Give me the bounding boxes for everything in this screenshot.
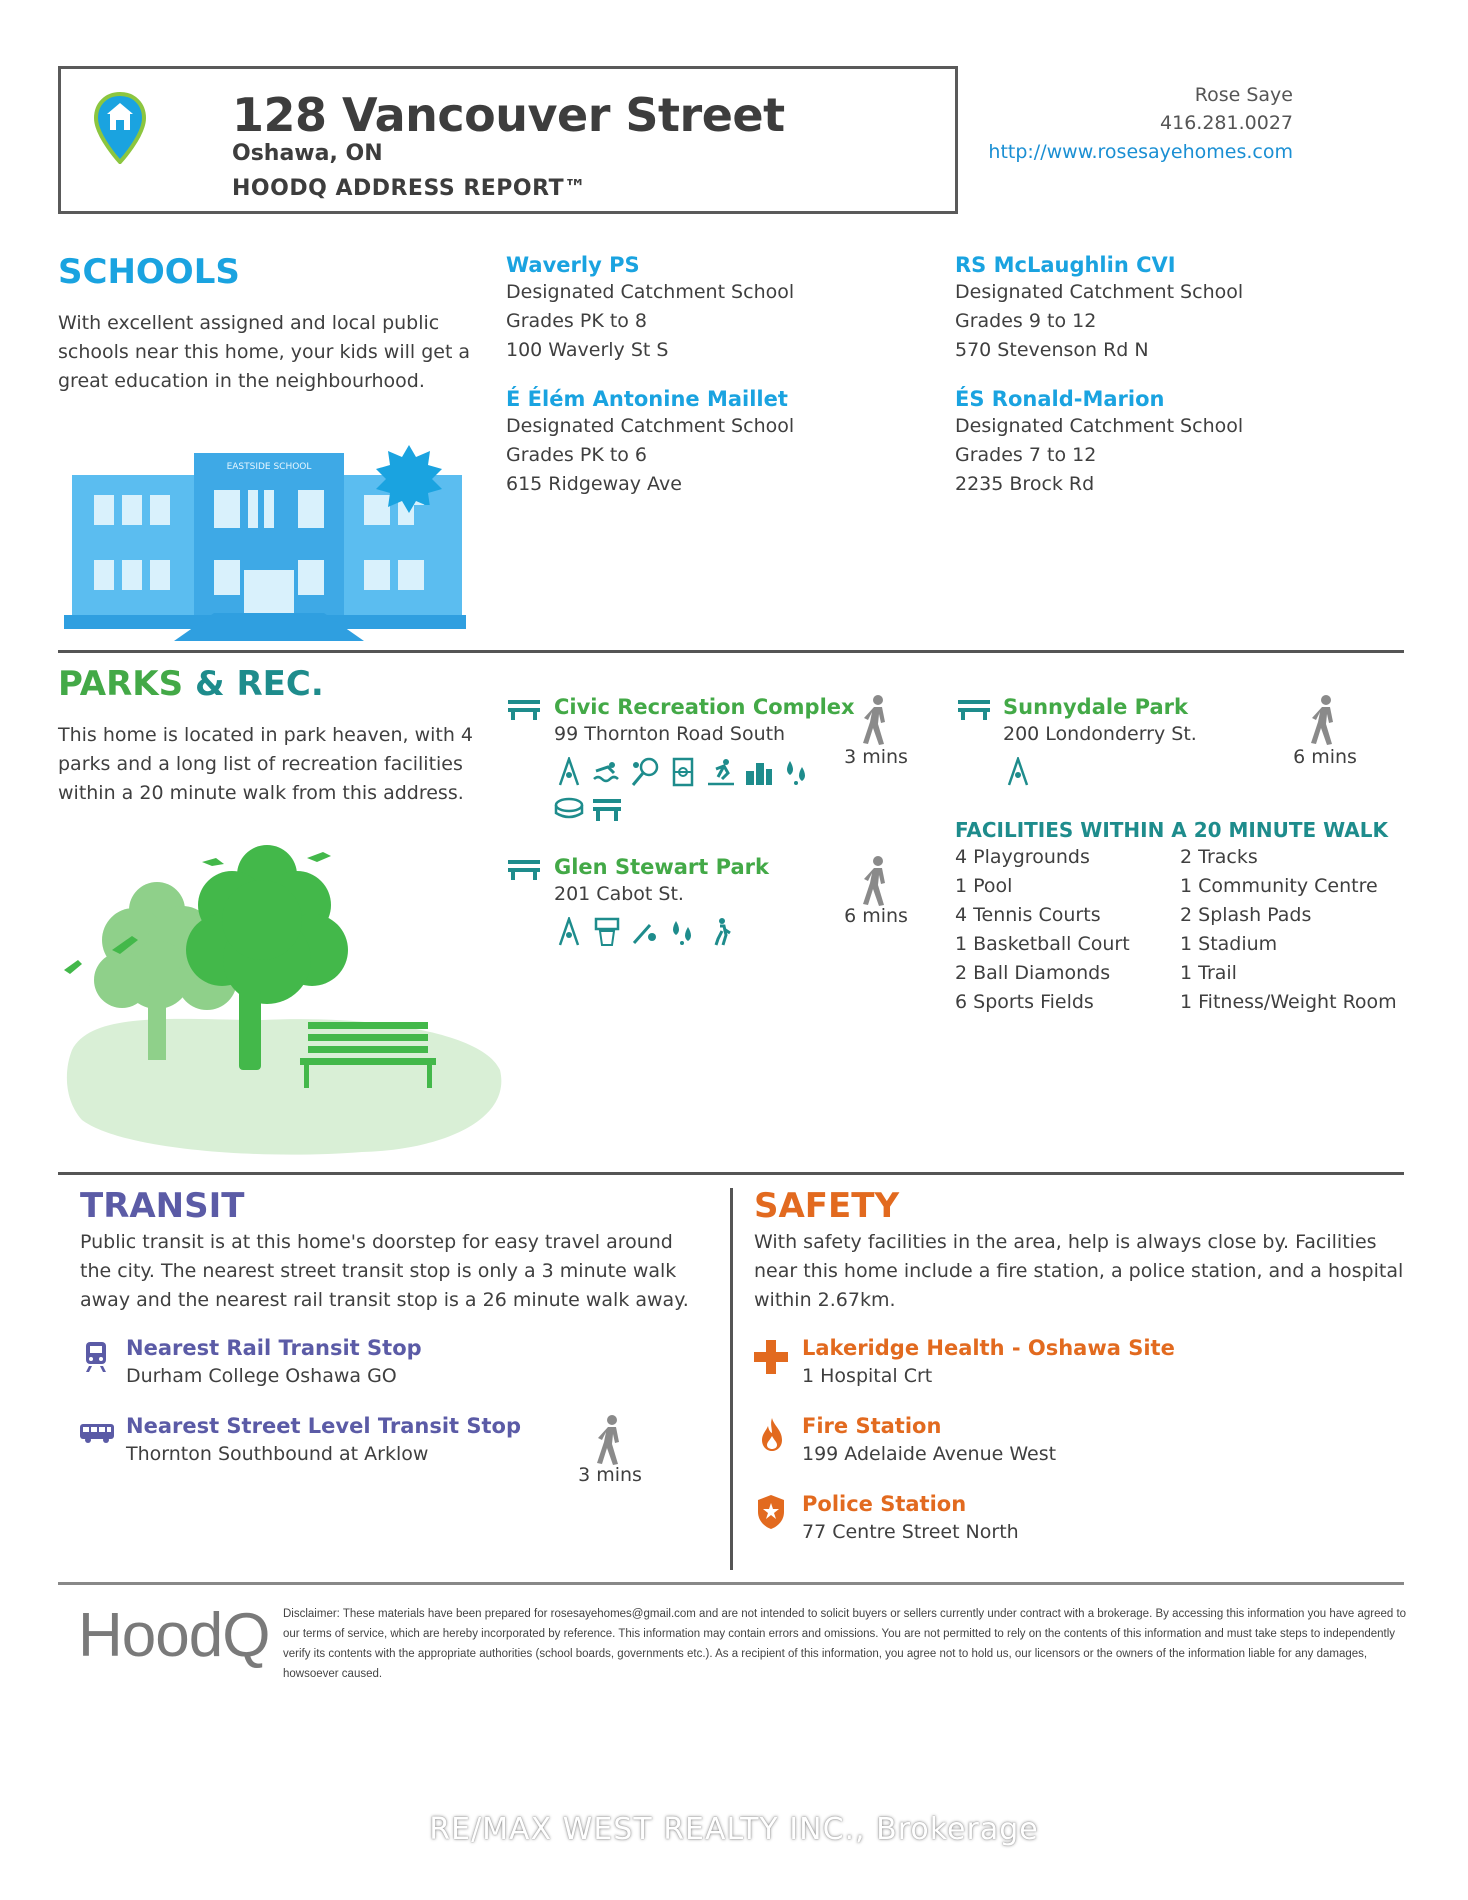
- track-icon: [706, 757, 736, 787]
- walk-time: 6 mins: [1293, 746, 1357, 768]
- safety-description: With safety facilities in the area, help is always close by. Facilities near this home include a fire station, a police station, and a hospital within 2.67km.: [754, 1231, 1404, 1311]
- safety-item: [802, 1412, 1056, 1469]
- section-divider: [58, 1172, 1404, 1175]
- agent-name: Rose Saye: [1194, 84, 1293, 106]
- fire-icon: [760, 1416, 784, 1452]
- park-amenities-icons: [1003, 757, 1197, 787]
- safety-item: [802, 1334, 1175, 1391]
- facility-item: 6 Sports Fields: [955, 991, 1094, 1013]
- walk-time: 3 mins: [578, 1464, 642, 1486]
- park-name[interactable]: Civic Recreation Complex: [554, 695, 855, 719]
- safety-item: [802, 1490, 1019, 1547]
- school-grades: Grades PK to 8: [506, 310, 648, 332]
- property-address: 128 Vancouver Street: [232, 88, 785, 142]
- school-name[interactable]: Waverly PS: [506, 253, 640, 277]
- facility-item: 1 Basketball Court: [955, 933, 1130, 955]
- walking-person-icon: [594, 1414, 628, 1466]
- transit-description: Public transit is at this home's doorstep for easy travel around the city. The nearest street transit stop is only a 3 minute walk away and the nearest rail transit stop is a 26 minute walk away.: [80, 1231, 689, 1311]
- school-address: 615 Ridgeway Ave: [506, 473, 682, 495]
- safety-address: 1 Hospital Crt: [802, 1365, 933, 1387]
- street-stop-name: Thornton Southbound at Arklow: [126, 1443, 429, 1465]
- school-card: [955, 252, 1243, 365]
- hospital-cross-icon: [754, 1340, 788, 1374]
- school-grades: Grades 7 to 12: [955, 444, 1097, 466]
- facilities-right-list: [1180, 843, 1420, 1017]
- safety-title: SAFETY: [754, 1186, 900, 1226]
- street-stop-label[interactable]: Nearest Street Level Transit Stop: [126, 1414, 522, 1438]
- rail-stop-label[interactable]: Nearest Rail Transit Stop: [126, 1336, 422, 1360]
- school-card: [506, 386, 794, 499]
- facility-item: 2 Ball Diamonds: [955, 962, 1111, 984]
- home-location-pin-icon: [94, 92, 146, 164]
- walking-person-icon: [1308, 694, 1342, 746]
- ball-diamond-icon: [630, 917, 660, 947]
- parks-title: PARKS & REC.: [58, 664, 324, 704]
- school-type: Designated Catchment School: [955, 415, 1244, 437]
- footer-divider: [58, 1582, 1404, 1585]
- park-card: [554, 694, 855, 823]
- park-bench-icon: [508, 860, 540, 880]
- agent-phone: 416.281.0027: [1160, 112, 1293, 134]
- police-shield-icon: [756, 1494, 786, 1530]
- park-address: 200 Londonderry St.: [1003, 723, 1197, 745]
- street-stop-block: [126, 1412, 521, 1469]
- sports-field-icon: [668, 757, 698, 787]
- playground-icon: [1003, 757, 1033, 787]
- park-name[interactable]: Glen Stewart Park: [554, 855, 769, 879]
- facility-item: 2 Splash Pads: [1180, 904, 1312, 926]
- playground-icon: [554, 917, 584, 947]
- school-sign-text: EASTSIDE SCHOOL: [226, 462, 312, 472]
- park-address: 201 Cabot St.: [554, 883, 684, 905]
- schools-description: With excellent assigned and local public schools near this home, your kids will get a great education in the neighbourhood.: [58, 312, 471, 392]
- walk-time: 6 mins: [844, 905, 908, 927]
- school-address: 100 Waverly St S: [506, 339, 669, 361]
- pool-icon: [592, 757, 622, 787]
- transit-title: TRANSIT: [80, 1186, 245, 1226]
- school-address: 2235 Brock Rd: [955, 473, 1095, 495]
- school-grades: Grades PK to 6: [506, 444, 648, 466]
- park-amenities-icons: [554, 917, 769, 947]
- park-illustration: [62, 830, 507, 1160]
- school-type: Designated Catchment School: [955, 281, 1244, 303]
- fitness-bench-icon: [592, 793, 622, 823]
- facility-item: 4 Tennis Courts: [955, 904, 1101, 926]
- playground-icon: [554, 757, 584, 787]
- bus-icon: [80, 1422, 114, 1444]
- park-bench-icon: [958, 700, 990, 720]
- park-bench-icon: [508, 700, 540, 720]
- basketball-icon: [592, 917, 622, 947]
- school-type: Designated Catchment School: [506, 281, 795, 303]
- splash-pad-icon: [782, 757, 812, 787]
- school-name[interactable]: RS McLaughlin CVI: [955, 253, 1176, 277]
- disclaimer-text: Disclaimer: These materials have been prepared for rosesayehomes@gmail.com and are not intended to solicit buyers or sellers currently under contract with a brokerage. By accessing this information you have agreed to our terms of service, which are hereby incorporated by reference. This information may contain errors and omissions. You are not permitted to rely on the contents of this information and must take steps to independently verify its contents with the appropriate authorities (school boards, governments etc.). As a recipient of this information, you agree not to hold us, our licensors or the owners of the information liable for any damages, howsoever caused.: [283, 1608, 1407, 1680]
- parks-description: This home is located in park heaven, with 4 parks and a long list of recreation facilities within a 20 minute walk from this address.: [58, 724, 474, 804]
- safety-name[interactable]: Lakeridge Health - Oshawa Site: [802, 1336, 1175, 1360]
- school-name[interactable]: ÉS Ronald-Marion: [955, 387, 1165, 411]
- safety-name[interactable]: Fire Station: [802, 1414, 942, 1438]
- facility-item: 1 Fitness/Weight Room: [1180, 991, 1397, 1013]
- facility-item: 1 Stadium: [1180, 933, 1278, 955]
- safety-address: 77 Centre Street North: [802, 1521, 1019, 1543]
- park-address: 99 Thornton Road South: [554, 723, 786, 745]
- park-name[interactable]: Sunnydale Park: [1003, 695, 1188, 719]
- facility-item: 1 Community Centre: [1180, 875, 1378, 897]
- walking-person-icon: [860, 855, 894, 907]
- brokerage-watermark: RE/MAX WEST REALTY INC., Brokerage: [429, 1812, 1039, 1847]
- school-name[interactable]: É Élém Antonine Maillet: [506, 387, 788, 411]
- column-divider: [730, 1188, 733, 1570]
- schools-title: SCHOOLS: [58, 252, 240, 292]
- facility-item: 1 Trail: [1180, 962, 1237, 984]
- school-type: Designated Catchment School: [506, 415, 795, 437]
- school-address: 570 Stevenson Rd N: [955, 339, 1149, 361]
- park-card: [1003, 694, 1197, 787]
- train-icon: [84, 1340, 108, 1374]
- community-centre-icon: [744, 757, 774, 787]
- walking-person-icon: [860, 694, 894, 746]
- park-card: [554, 854, 769, 947]
- report-label: HOODQ ADDRESS REPORT™: [232, 176, 587, 201]
- section-divider: [58, 650, 1404, 653]
- hoodq-logo: HoodQ: [78, 1601, 270, 1670]
- facility-item: 2 Tracks: [1180, 846, 1258, 868]
- school-building-illustration: [64, 445, 484, 645]
- rail-stop-block: [126, 1334, 422, 1391]
- safety-address: 199 Adelaide Avenue West: [802, 1443, 1057, 1465]
- stadium-icon: [554, 793, 584, 823]
- safety-name[interactable]: Police Station: [802, 1492, 967, 1516]
- walk-time: 3 mins: [844, 746, 908, 768]
- splash-pad-icon: [668, 917, 698, 947]
- school-card: [506, 252, 794, 365]
- school-grades: Grades 9 to 12: [955, 310, 1097, 332]
- park-amenities-icons-row2: [554, 793, 855, 823]
- facilities-left-list: [955, 843, 1175, 1017]
- rail-stop-name: Durham College Oshawa GO: [126, 1365, 397, 1387]
- facility-item: 1 Pool: [955, 875, 1013, 897]
- facilities-title: FACILITIES WITHIN A 20 MINUTE WALK: [955, 818, 1388, 842]
- facility-item: 4 Playgrounds: [955, 846, 1090, 868]
- trail-icon: [706, 917, 736, 947]
- agent-website-link[interactable]: http://www.rosesayehomes.com: [988, 141, 1293, 163]
- school-card: [955, 386, 1243, 499]
- property-city: Oshawa, ON: [232, 141, 383, 166]
- park-amenities-icons: [554, 757, 855, 787]
- tennis-icon: [630, 757, 660, 787]
